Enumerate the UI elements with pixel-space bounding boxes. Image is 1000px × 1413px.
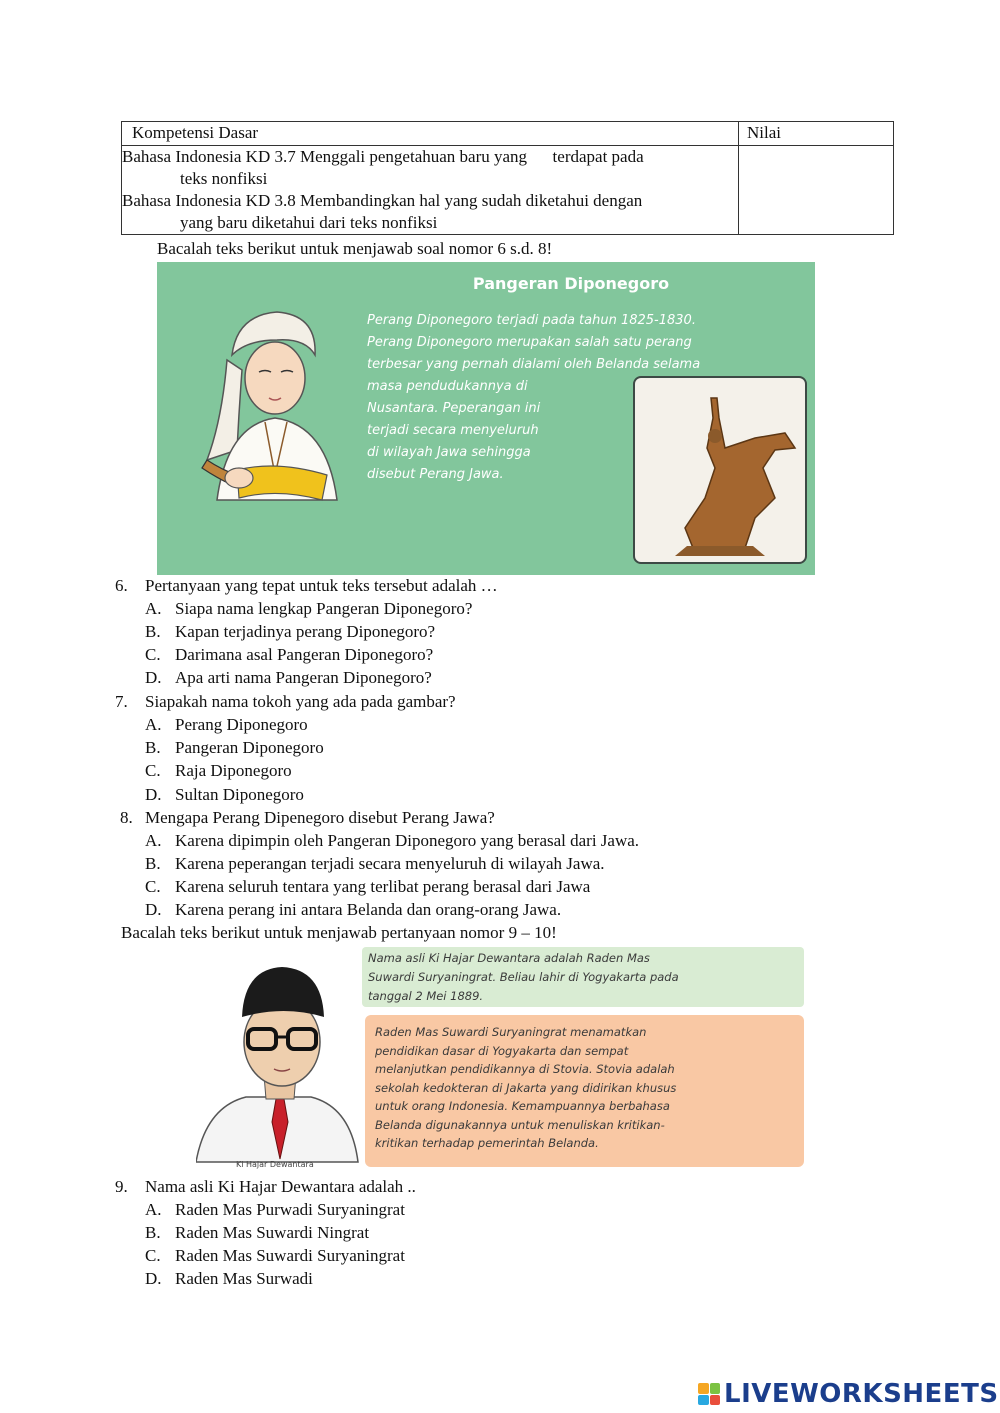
q9-option-c[interactable]: C. Raden Mas Suwardi Suryaningrat <box>145 1246 405 1265</box>
liveworksheets-logo[interactable] <box>698 1379 999 1409</box>
question-8: 8. Mengapa Perang Dipenegoro disebut Perang Jawa? <box>120 808 495 827</box>
q6-option-b[interactable]: B. Kapan terjadinya perang Diponegoro? <box>145 622 436 641</box>
q9-option-d[interactable]: D. Raden Mas Surwadi <box>145 1269 313 1288</box>
question-9: 9. Nama asli Ki Hajar Dewantara adalah .. <box>115 1177 416 1196</box>
statue-image <box>633 376 807 564</box>
q6-option-d[interactable]: D. Apa arti nama Pangeran Diponegoro? <box>145 668 432 687</box>
diponegoro-portrait-illustration <box>177 300 377 540</box>
horse-statue-icon <box>635 378 805 562</box>
question-6: 6. Pertanyaan yang tepat untuk teks tersebut adalah … <box>115 576 498 595</box>
kd1-line1: Bahasa Indonesia KD 3.7 Menggali pengetahuan baru yang terdapat pada <box>122 147 644 166</box>
kd2-line2: yang baru diketahui dari teks nonfiksi <box>180 213 438 232</box>
q7-option-c[interactable]: C. Raja Diponegoro <box>145 761 292 780</box>
kd1-line2: teks nonfiksi <box>180 169 268 188</box>
q8-option-d[interactable]: D. Karena perang ini antara Belanda dan orang-orang Jawa. <box>145 900 562 919</box>
portrait-caption: Ki Hajar Dewantara <box>236 1160 314 1169</box>
table-header-kd: Kompetensi Dasar <box>122 122 739 146</box>
info-box-green: Nama asli Ki Hajar Dewantara adalah Raden Mas Suwardi Suryaningrat. Beliau lahir di Yogyakarta pada tanggal 2 Mei 1889. <box>362 947 804 1007</box>
diponegoro-panel <box>157 262 815 575</box>
q8-option-a[interactable]: A. Karena dipimpin oleh Pangeran Diponegoro yang berasal dari Jawa. <box>145 831 640 850</box>
q6-option-a[interactable]: A. Siapa nama lengkap Pangeran Diponegoro? <box>145 599 473 618</box>
q9-option-a[interactable]: A. Raden Mas Purwadi Suryaningrat <box>145 1200 405 1219</box>
table-cell-nilai <box>739 146 894 235</box>
q6-option-c[interactable]: C. Darimana asal Pangeran Diponegoro? <box>145 645 434 664</box>
table-header-nilai: Nilai <box>739 122 894 146</box>
competency-table <box>121 121 894 235</box>
ki-hajar-portrait <box>196 947 362 1169</box>
question-7: 7. Siapakah nama tokoh yang ada pada gambar? <box>115 692 456 711</box>
q9-option-b[interactable]: B. Raden Mas Suwardi Ningrat <box>145 1223 370 1242</box>
intro-text-2: Bacalah teks berikut untuk menjawab pertanyaan nomor 9 – 10! <box>121 923 557 942</box>
q7-option-b[interactable]: B. Pangeran Diponegoro <box>145 738 324 757</box>
liveworksheets-mark-icon <box>698 1383 720 1405</box>
intro-text-1: Bacalah teks berikut untuk menjawab soal nomor 6 s.d. 8! <box>157 239 553 258</box>
q8-option-c[interactable]: C. Karena seluruh tentara yang terlibat perang berasal dari Jawa <box>145 877 591 896</box>
info-box-orange: Raden Mas Suwardi Suryaningrat menamatkan pendidikan dasar di Yogyakarta dan sempat melanjutkan pendidikannya di Stovia. Stovia adalah sekolah kedokteran di Jakarta yang didirikan khusus untuk orang Indonesia. Kemampuannya berbahasa Belanda digunakannya untuk menuliskan kritikan- kritikan terhadap pemerintah Belanda. <box>365 1015 804 1167</box>
q7-option-a[interactable]: A. Perang Diponegoro <box>145 715 308 734</box>
panel-title: Pangeran Diponegoro <box>472 274 670 293</box>
brand-wordmark: LIVEWORKSHEETS <box>724 1379 999 1409</box>
q7-option-d[interactable]: D. Sultan Diponegoro <box>145 785 304 804</box>
kd2-line1: Bahasa Indonesia KD 3.8 Membandingkan hal yang sudah diketahui dengan <box>122 191 643 210</box>
table-row-kd <box>122 146 739 235</box>
panel-body-text: Perang Diponegoro terjadi pada tahun 1825-1830. Perang Diponegoro merupakan salah satu perang terbesar yang pernah dialami oleh Belanda selama masa pendudukannya di Nusantara. Peperangan ini terjadi secara menyeluruh di wilayah Jawa sehingga disebut Perang Jawa. <box>367 313 701 482</box>
q8-option-b[interactable]: B. Karena peperangan terjadi secara menyeluruh di wilayah Jawa. <box>145 854 605 873</box>
ki-hajar-portrait-illustration <box>196 947 362 1169</box>
